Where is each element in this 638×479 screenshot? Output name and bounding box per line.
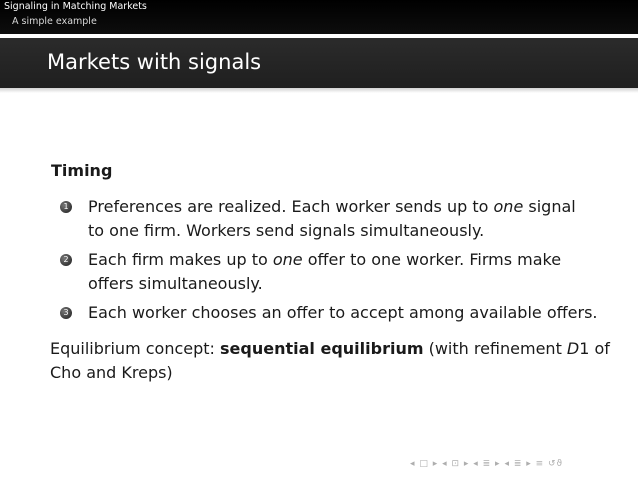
emphasis: one — [493, 197, 524, 216]
equilibrium-bold: sequential equilibrium — [220, 339, 424, 358]
list-item-text: Preferences are realized. Each worker sends up to one signal to one firm. Workers send signals simultaneously. — [88, 197, 576, 240]
beamer-navigation-icons[interactable]: ◂ □ ▸ ◂ ⊡ ▸ ◂ ≣ ▸ ◂ ≣ ▸ ≡ ↺ϑ — [410, 459, 564, 469]
item-number-bullet: 3 — [60, 307, 72, 319]
frame-title: Markets with signals — [47, 50, 262, 74]
title-shadow — [0, 88, 638, 93]
item-number-bullet: 1 — [60, 201, 72, 213]
list-item-text: Each firm makes up to one offer to one worker. Firms make offers simultaneously. — [88, 250, 562, 293]
list-item-text: Each worker chooses an offer to accept among available offers. — [88, 303, 598, 322]
frame-title-bar — [0, 38, 638, 88]
section-title[interactable]: Signaling in Matching Markets — [4, 1, 147, 12]
headline-bar — [0, 0, 638, 34]
item-number-bullet: 2 — [60, 254, 72, 266]
emphasis: one — [272, 250, 303, 269]
block-title: Timing — [51, 161, 113, 180]
subsection-title[interactable]: A simple example — [12, 16, 97, 27]
equilibrium-concept: Equilibrium concept: sequential equilibrium (with refinement D1 of Cho and Kreps) — [50, 339, 610, 382]
refinement-italic: D — [566, 339, 580, 358]
